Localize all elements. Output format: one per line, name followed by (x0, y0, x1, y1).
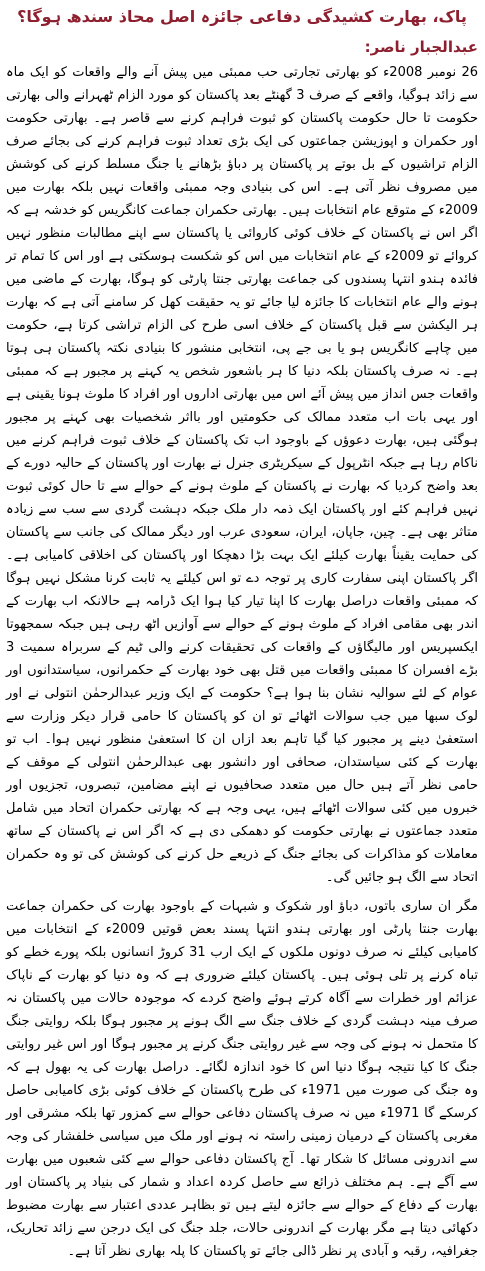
article-headline: پاک، بھارت کشیدگی دفاعی جائزہ اصل محاذ سندھ ہوگا؟ (17, 7, 467, 26)
article-byline: عبدالجبار ناصر: (364, 38, 478, 56)
article-paragraph-2: مگر ان ساری باتوں، دباؤ اور شکوک و شبہات کے باوجود بھارت کی حکمران جماعت بھارت جنتا پارٹی اور بھارتی ہندو انتہا پسند بعض قوتیں 2009ء کے انتخابات میں کامیابی کیلئے نہ صرف دونوں ملکوں کے ایک ارب 31 کروڑ انسانوں بلکہ پورے خطے کو تباہ کرنے پر تلی ہوئی ہیں۔ پاکستان کیلئے ضروری ہے کہ وہ دنیا کو بھارت کے ناپاک عزائم اور خطرات سے آگاہ کرتے ہوئے واضح کردے کہ موجودہ حالات میں پاکستان نہ صرف مینہ دہشت گردی کے خلاف جنگ سے الگ ہونے پر مجبور ہوگا بلکہ روایتی جنگ کا متحمل نہ ہونے کی وجہ سے غیر روایتی جنگ کرنے پر مجبور ہوگا اور اس غیر روایتی جنگ کا کیا نتیجہ ہوگا دنیا اس کا خود اندازہ لگائے۔ دراصل بھارت کی یہ بھول ہے کہ وہ جنگ کی صورت میں 1971ء کی طرح پاکستان کے خلاف کوئی بڑی کامیابی حاصل کرسکے گا 1971ء میں نہ صرف پاکستان دفاعی حوالے سے کمزور تھا بلکہ مشرقی اور مغربی پاکستان کے درمیان زمینی راستہ نہ ہونے اور ملک میں سیاسی خلفشار کی وجہ سے اندرونی مسائل کا شکار تھا۔ آج پاکستان دفاعی حوالے سے کئی شعبوں میں بھارت سے آگے ہے۔ ہم مختلف ذرائع سے حاصل کردہ اعداد و شمار کی بنیاد پر پاکستان اور بھارت کے دفاع کے حوالے سے جائزہ لیتے ہیں تو بظاہر عددی اعتبار سے بھارت مضبوط دکھائی دیتا ہے مگر بھارت کے اندرونی حالات، جلد جنگ کی ایک درجن سے زائد تحاریک، جغرافیہ، رقبہ و آبادی پر نظر ڈالی جائے تو پاکستان کا پلہ بھاری نظر آتا ہے۔ (6, 899, 478, 1259)
article-paragraph-1: 26 نومبر 2008ء کو بھارتی تجارتی حب ممبئی میں پیش آنے والے واقعات کو ایک ماہ سے زائد ہوگیا، واقعے کے صرف 3 گھنٹے بعد پاکستان کو مورد الزام ٹھہرانے والی بھارتی حکومت تا حال حکومت پاکستان کو ثبوت فراہم کرنے سے قاصر ہے۔ بھارتی حکومت اور حکمران و اپوزیشن جماعتوں کی ایک بڑی تعداد ثبوت فراہم کرنے کی بجائے صرف الزام تراشیوں کے بل بوتے پر پاکستان پر دباؤ بڑھانے یا جنگ مسلط کرنے کی کوشش میں مصروف نظر آتی ہے۔ اس کی بنیادی وجہ ممبئی واقعات نہیں بلکہ بھارت میں 2009ء کے متوقع عام انتخابات ہیں۔ بھارتی حکمران جماعت کانگریس کو خدشہ ہے کہ اگر اس نے پاکستان کے خلاف کوئی کاروائی یا پاکستان سے اپنے مطالبات منظور نہیں کروائے تو 2009ء کے عام انتخابات میں اس کو شکست ہوسکتی ہے اور اس کا تمام تر فائدہ ہندو انتہا پسندوں کی جماعت بھارتی جنتا پارٹی کو ہوگا، بھارت کے ماضی میں ہونے والے عام انتخابات کا جائزہ لیا جائے تو یہ حقیقت کھل کر سامنے آتی ہے کہ بھارت ہر الیکشن سے قبل پاکستان کے خلاف اسی طرح کی الزام تراشی کرتا ہے، حکومت میں چاہے کانگریس ہو یا بی جے پی، انتخابی منشور کا بنیادی نکتہ پاکستان ہی ہوتا ہے۔ نہ صرف پاکستان بلکہ دنیا کا ہر باشعور شخص یہ کہنے پر مجبور ہے کہ ممبئی واقعات جس انداز میں پیش آئے اس میں بھارتی اداروں اور افراد کا ملوث ہونا یقینی ہے اور یہی بات اب متعدد ممالک کی حکومتیں اور بااثر شخصیات بھی کہنے پر مجبور ہوگئی ہیں، بھارت دعوؤں کے باوجود اب تک پاکستان کے خلاف ثبوت فراہم کرنے میں ناکام رہا ہے جبکہ انٹرپول کے سیکریٹری جنرل نے بھارت اور پاکستان کے حالیہ دورے کے بعد واضح کردیا کہ بھارت نے پاکستان کے ملوث ہونے کے حوالے سے تا حال کوئی ثبوت نہیں فراہم کئے اور پاکستان ایک ذمہ دار ملک جبکہ دہشت گردی سے سب سے زیادہ متاثر بھی ہے۔ چین، جاپان، ایران، سعودی عرب اور دیگر ممالک کی جانب سے پاکستان کی حمایت یقیناً بھارت کیلئے ایک بہت بڑا دھچکا اور پاکستان کی اخلاقی کامیابی ہے۔ اگر پاکستان اپنی سفارت کاری پر توجہ دے تو اس کیلئے یہ ثابت کرنا مشکل نہیں ہوگا کہ ممبئی واقعات دراصل بھارت کا اپنا تیار کیا ہوا ایک ڈرامہ ہے حالانکہ اب بھارت کے اندر بھی مقامی افراد کے ملوث ہونے کے حوالے سے آوازیں اٹھ رہی ہیں جبکہ سمجھوتا ایکسپریس اور مالیگاؤں کے واقعات کی تحقیقات کرنے والی ٹیم کے سربراہ سمیت 3 بڑے افسران کا ممبئی واقعات میں قتل بھی خود بھارت کے حکمرانوں، سیاستدانوں اور عوام کے لئے سوالیہ نشان بنا ہوا ہے؟ حکومت کے ایک وزیر عبدالرحمٰن انتولی نے اور لوک سبھا میں جب سوالات اٹھائے تو ان کو پاکستان کا حامی قرار دیکر وزارت سے استعفیٰ دینے پر مجبور کیا گیا تاہم بعد ازاں ان کا استعفیٰ منظور نہیں ہوا۔ اب تو بھارت کے کئی سیاستدان، صحافی اور دانشور بھی عبدالرحمٰن انتولی کے موقف کے حامی نظر آتے ہیں حال میں متعدد صحافیوں نے اپنے مضامین، تبصروں، تجزیوں اور خبروں میں کئی سوالات اٹھائے ہیں، یہی وجہ ہے کہ بھارتی حکمران اتحاد میں شامل متعدد جماعتوں نے بھارتی حکومت کو دھمکی دی ہے کہ اگر اس نے پاکستان کے ساتھ معاملات کو مذاکرات کی بجائے جنگ کے ذریعے حل کرنے کی کوشش کی تو وہ حکمران اتحاد سے الگ ہو جائیں گی۔ (6, 65, 479, 885)
article-body (6, 61, 478, 1263)
